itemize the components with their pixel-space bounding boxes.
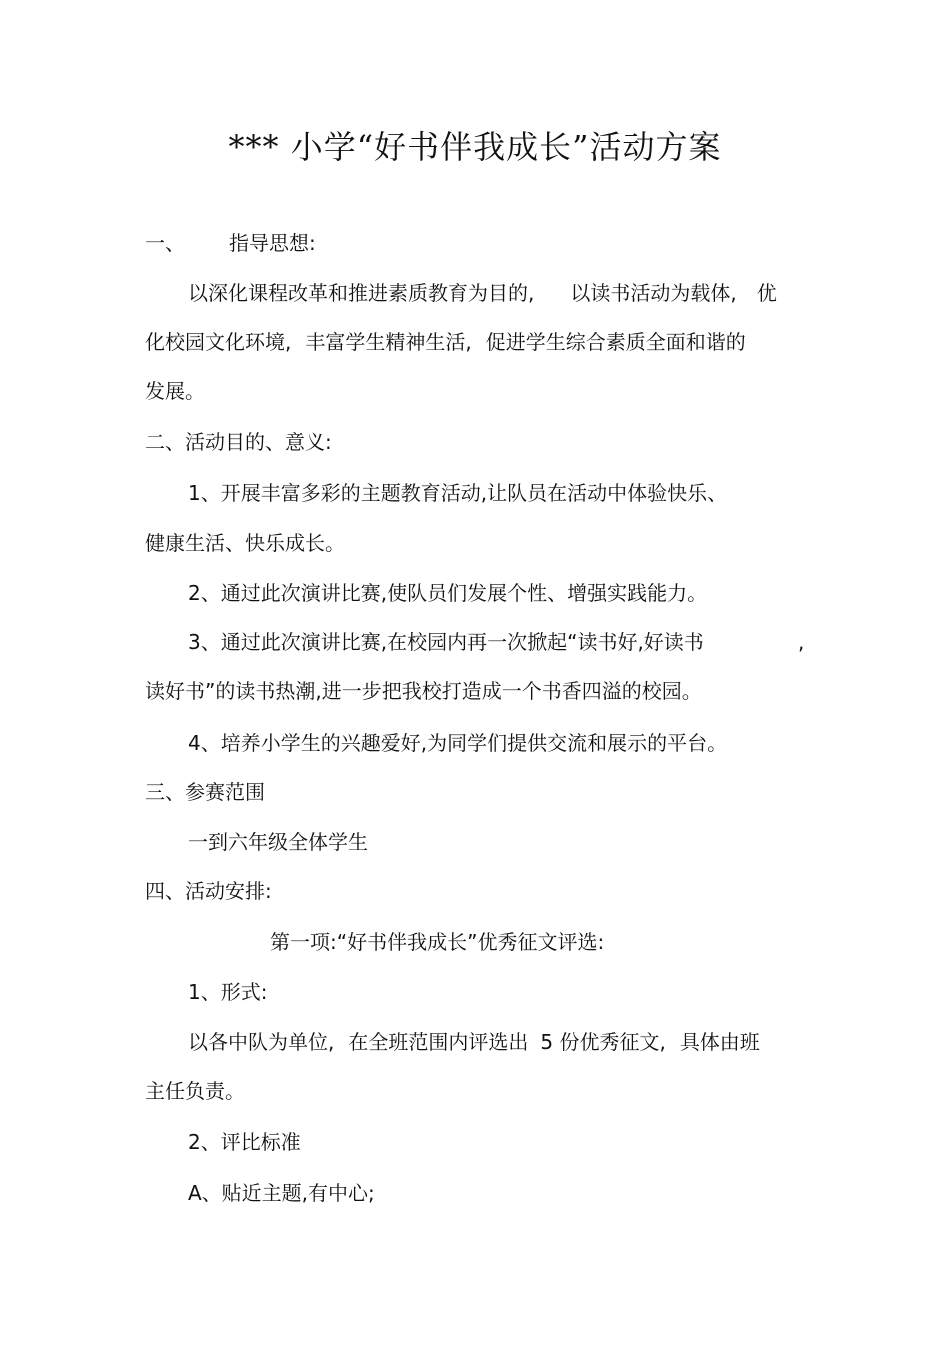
form-label: 1、形式:	[188, 980, 268, 1004]
list-item: 2、通过此次演讲比赛,使队员们发展个性、增强实践能力。	[188, 581, 708, 605]
text-segment: 优	[756, 281, 777, 305]
text-segment: 5 份优秀征文,	[540, 1030, 666, 1054]
paragraph-line: 一到六年级全体学生	[188, 830, 368, 854]
criteria-item: A、贴近主题,有中心;	[188, 1181, 375, 1205]
paragraph-line: 主任负责。	[145, 1079, 245, 1103]
text-segment: 3、通过此次演讲比赛,在校园内再一次掀起“读书好,好读书	[188, 630, 704, 654]
text-segment: 促进学生综合素质全面和谐的	[485, 330, 746, 354]
section-2-heading: 二、活动目的、意义:	[145, 430, 332, 454]
paragraph-line: 发展。	[145, 379, 205, 403]
paragraph-line	[145, 328, 746, 356]
section-4-heading: 四、活动安排:	[145, 879, 272, 903]
list-item	[188, 628, 704, 656]
section-3-heading: 三、参赛范围	[145, 780, 265, 804]
paragraph-line	[188, 279, 777, 307]
list-item: 1、开展丰富多彩的主题教育活动,让队员在活动中体验快乐、	[188, 481, 728, 505]
text-segment: 以各中队为单位,	[188, 1030, 335, 1054]
text-segment: 在全班范围内评选出	[348, 1030, 529, 1054]
text-segment: 以读书活动为载体,	[570, 281, 737, 305]
text-segment: 丰富学生精神生活,	[305, 330, 472, 354]
text-segment: 具体由班	[679, 1030, 760, 1054]
section-1-heading	[145, 229, 316, 257]
document-title: *** 小学“好书伴我成长”活动方案	[228, 128, 722, 166]
paragraph-line	[188, 1028, 760, 1056]
text-segment: 以深化课程改革和推进素质教育为目的,	[188, 281, 535, 305]
trailing-comma: ,	[798, 630, 805, 654]
list-item: 4、培养小学生的兴趣爱好,为同学们提供交流和展示的平台。	[188, 731, 728, 755]
criteria-label: 2、评比标准	[188, 1130, 301, 1154]
list-item-continuation: 读好书”的读书热潮,进一步把我校打造成一个书香四溢的校园。	[145, 679, 702, 703]
section-1-title: 指导思想:	[229, 231, 316, 255]
list-item-continuation: 健康生活、快乐成长。	[145, 531, 345, 555]
text-segment: 化校园文化环境,	[145, 330, 292, 354]
subsection-heading: 第一项:“好书伴我成长”优秀征文评选:	[270, 930, 605, 954]
section-1-number: 一、	[145, 231, 185, 255]
